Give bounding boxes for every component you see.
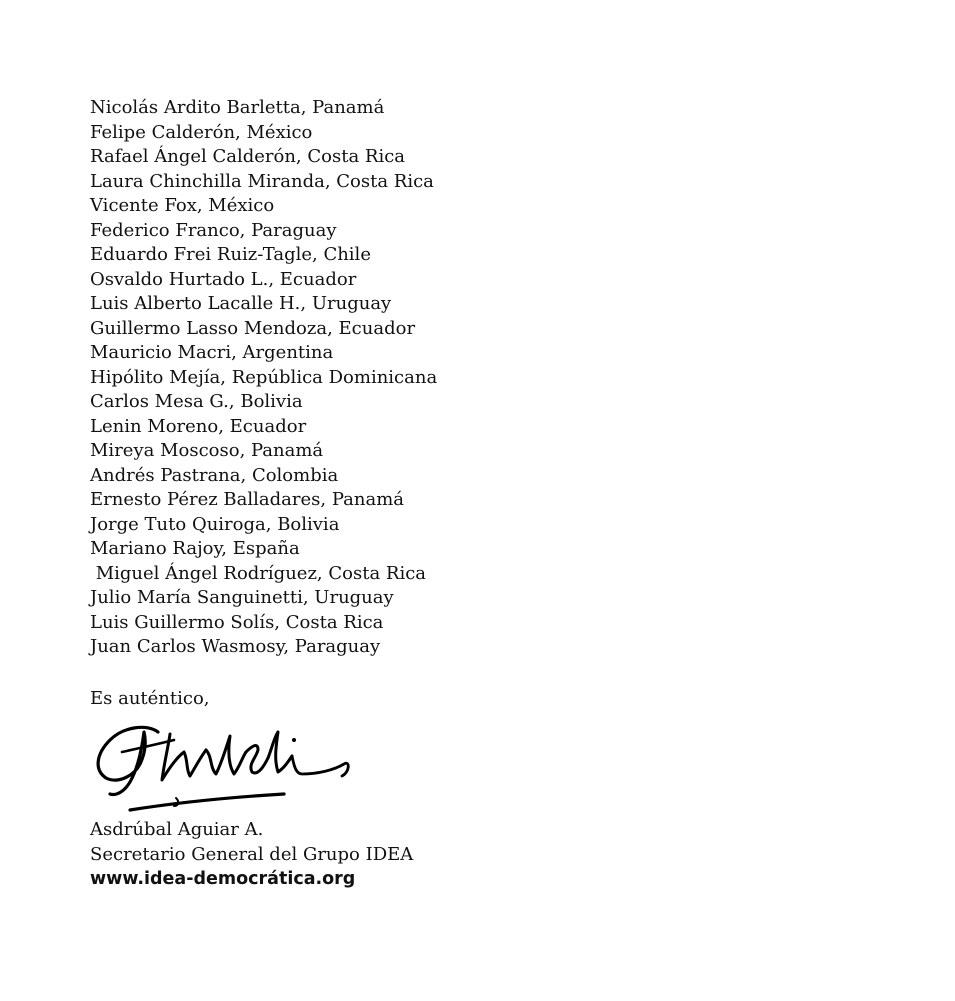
- signatory: Jorge Tuto Quiroga, Bolivia: [90, 513, 340, 535]
- signatory: Julio María Sanguinetti, Uruguay: [90, 587, 394, 608]
- signatory: Juan Carlos Wasmosy, Paraguay: [90, 636, 381, 657]
- signatory: Osvaldo Hurtado L., Ecuador: [90, 268, 357, 290]
- signatory: Hipólito Mejía, República Dominicana: [90, 366, 438, 388]
- website-link[interactable]: www.idea-democrática.org: [90, 869, 356, 889]
- signatories-list: [90, 96, 437, 660]
- signer-block: [90, 818, 413, 892]
- signatory: Rafael Ángel Calderón, Costa Rica: [90, 146, 406, 167]
- signatory: Nicolás Ardito Barletta, Panamá: [90, 97, 385, 118]
- signatory: Mauricio Macri, Argentina: [90, 342, 334, 363]
- signatory: Guillermo Lasso Mendoza, Ecuador: [90, 317, 416, 339]
- signatory: Mireya Moscoso, Panamá: [90, 440, 324, 461]
- signatory: Luis Alberto Lacalle H., Uruguay: [90, 293, 392, 314]
- signer-title: Secretario General del Grupo IDEA: [90, 843, 414, 865]
- signatory: Lenin Moreno, Ecuador: [90, 415, 307, 437]
- signatory: Eduardo Frei Ruiz-Tagle, Chile: [90, 244, 371, 265]
- signatory: Vicente Fox, México: [90, 195, 275, 216]
- signatory: Laura Chinchilla Miranda, Costa Rica: [90, 170, 434, 192]
- closing-line: Es auténtico,: [90, 688, 210, 709]
- signer-name: Asdrúbal Aguiar A.: [90, 819, 264, 840]
- signatory: Mariano Rajoy, España: [90, 538, 300, 559]
- signatory: Felipe Calderón, México: [90, 121, 313, 143]
- signatory: Ernesto Pérez Balladares, Panamá: [90, 489, 404, 510]
- signatory: Carlos Mesa G., Bolivia: [90, 391, 303, 412]
- signatory: Federico Franco, Paraguay: [90, 219, 337, 241]
- signatory: Andrés Pastrana, Colombia: [90, 464, 339, 486]
- signatory: Miguel Ángel Rodríguez, Costa Rica: [90, 562, 427, 584]
- signatory: Luis Guillermo Solís, Costa Rica: [90, 611, 384, 633]
- handwritten-signature-icon: [88, 718, 358, 818]
